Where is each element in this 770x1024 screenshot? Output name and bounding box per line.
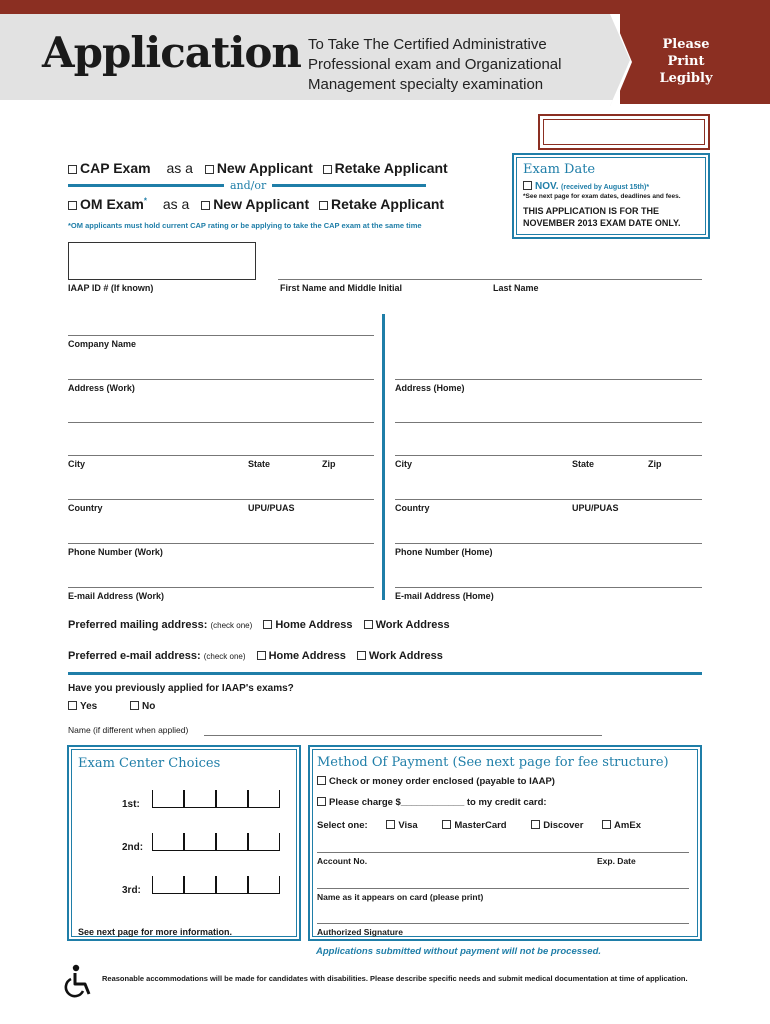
accommodations-note: Reasonable accommodations will be made for candidates with disabilities. Please describe specific needs and submit medical documentation at time of application.: [102, 974, 688, 983]
work-city-label: City: [68, 459, 86, 469]
home-state-label: State: [572, 459, 595, 469]
check-money-order-checkbox[interactable]: [317, 776, 326, 785]
preferred-email-label: Preferred e-mail address:: [68, 650, 201, 662]
home-address-label: Address (Home): [395, 383, 465, 393]
column-divider: [382, 314, 385, 600]
discover-checkbox[interactable]: [531, 820, 540, 829]
account-number-field[interactable]: [317, 852, 689, 853]
previous-answer-row: [68, 701, 155, 712]
work-email-field[interactable]: [68, 587, 374, 588]
exam-center-title: Exam Center Choices: [78, 756, 221, 771]
yes-label: Yes: [80, 701, 98, 712]
charge-option-row: [317, 797, 547, 808]
page-subtitle: To Take The Certified Administrative Professional exam and Organizational Management specialty examination: [308, 36, 562, 93]
work-address-label: Address (Work): [68, 383, 135, 393]
page-title: Application: [42, 28, 301, 77]
office-use-box: [538, 114, 710, 150]
amex-label: AmEx: [614, 820, 641, 831]
home-country-label: Country: [395, 503, 430, 513]
preferred-mailing-row: [68, 619, 450, 631]
visa-label: Visa: [398, 820, 418, 831]
work-address-option: Work Address: [368, 650, 443, 662]
amex-checkbox[interactable]: [602, 820, 611, 829]
mailing-work-checkbox[interactable]: [364, 620, 373, 629]
payment-warning: Applications submitted without payment will not be processed.: [316, 946, 602, 957]
no-checkbox[interactable]: [130, 701, 139, 710]
home-address-field[interactable]: [395, 379, 702, 380]
work-country-label: Country: [68, 503, 103, 513]
work-upu-label: UPU/PUAS: [248, 503, 295, 513]
home-phone-field[interactable]: [395, 543, 702, 544]
mastercard-label: MasterCard: [454, 820, 507, 831]
second-choice-boxes[interactable]: [152, 833, 280, 856]
first-choice-boxes[interactable]: [152, 790, 280, 813]
and-or-label: and/or: [224, 179, 272, 192]
november-notice: THIS APPLICATION IS FOR THE NOVEMBER 2013 EXAM DATE ONLY.: [523, 206, 681, 228]
retake-applicant-label: Retake Applicant: [331, 196, 445, 212]
home-email-label: E-mail Address (Home): [395, 591, 494, 601]
second-choice-label: 2nd:: [122, 842, 144, 853]
company-name-field[interactable]: [68, 335, 374, 336]
name-if-different-field[interactable]: [204, 735, 602, 736]
last-name-label: Last Name: [493, 283, 539, 293]
work-state-label: State: [248, 459, 271, 469]
select-one-label: Select one:: [317, 820, 368, 831]
credit-card-checkbox[interactable]: [317, 797, 326, 806]
exam-center-box: [67, 745, 301, 941]
name-line[interactable]: [278, 279, 702, 280]
exam-center-note: See next page for more information.: [78, 927, 233, 937]
cap-exam-label: CAP Exam: [80, 160, 151, 176]
check-one-label: (check one): [203, 652, 246, 661]
top-bar: [0, 0, 770, 14]
home-upu-label: UPU/PUAS: [572, 503, 619, 513]
yes-checkbox[interactable]: [68, 701, 77, 710]
account-number-label: Account No.: [317, 856, 368, 866]
home-city-field[interactable]: [395, 455, 702, 456]
om-exam-checkbox[interactable]: [68, 201, 77, 210]
preferred-email-row: [68, 650, 443, 662]
home-zip-label: Zip: [648, 459, 662, 469]
discover-label: Discover: [543, 820, 584, 831]
new-applicant-label: New Applicant: [216, 160, 313, 176]
om-exam-asterisk: *: [143, 196, 147, 206]
section-divider: [68, 672, 702, 675]
name-on-card-label: Name as it appears on card (please print): [317, 892, 484, 902]
payment-title: Method Of Payment (See next page for fee structure): [317, 755, 669, 770]
nov-checkbox[interactable]: [523, 181, 532, 190]
see-next-page-note: *See next page for exam dates, deadlines and fees.: [523, 193, 681, 200]
work-phone-label: Phone Number (Work): [68, 547, 163, 557]
work-email-label: E-mail Address (Work): [68, 591, 165, 601]
name-on-card-field[interactable]: [317, 888, 689, 889]
mastercard-checkbox[interactable]: [442, 820, 451, 829]
visa-checkbox[interactable]: [386, 820, 395, 829]
cap-retake-applicant-checkbox[interactable]: [323, 165, 332, 174]
om-new-applicant-checkbox[interactable]: [201, 201, 210, 210]
work-address-field[interactable]: [68, 379, 374, 380]
home-address-line2[interactable]: [395, 422, 702, 423]
signature-field[interactable]: [317, 923, 689, 924]
om-exam-row: [68, 196, 444, 212]
home-phone-label: Phone Number (Home): [395, 547, 493, 557]
om-retake-applicant-checkbox[interactable]: [319, 201, 328, 210]
first-choice-label: 1st:: [122, 799, 140, 810]
signature-label: Authorized Signature: [317, 927, 403, 937]
work-country-field[interactable]: [68, 499, 374, 500]
cap-exam-row: [68, 160, 448, 176]
iaap-id-input[interactable]: [68, 242, 256, 280]
home-country-field[interactable]: [395, 499, 702, 500]
work-address-line2[interactable]: [68, 422, 374, 423]
exam-date-title: Exam Date: [523, 162, 596, 177]
preferred-mailing-label: Preferred mailing address:: [68, 619, 208, 631]
name-if-different-label: Name (if different when applied): [68, 725, 189, 735]
work-address-option: Work Address: [375, 619, 450, 631]
retake-applicant-label: Retake Applicant: [334, 160, 448, 176]
credit-card-label: Please charge $____________ to my credit card:: [329, 797, 547, 808]
exp-date-label: Exp. Date: [597, 856, 636, 866]
cap-exam-checkbox[interactable]: [68, 165, 77, 174]
as-a-label: as a: [166, 160, 193, 176]
card-type-row: [317, 820, 641, 831]
home-city-label: City: [395, 459, 413, 469]
check-one-label: (check one): [210, 621, 253, 630]
new-applicant-label: New Applicant: [213, 196, 310, 212]
iaap-id-label: IAAP ID # (If known): [68, 283, 154, 293]
wheelchair-icon: [64, 964, 94, 998]
previous-question: Have you previously applied for IAAP's exams?: [68, 683, 294, 694]
nov-received-asterisk: *: [646, 184, 650, 191]
cap-new-applicant-checkbox[interactable]: [205, 165, 214, 174]
work-phone-field[interactable]: [68, 543, 374, 544]
check-money-order-label: Check or money order enclosed (payable to IAAP): [329, 776, 555, 787]
nov-label: NOV.: [535, 181, 559, 192]
payment-box: [308, 745, 702, 941]
home-address-option: Home Address: [275, 619, 353, 631]
email-work-checkbox[interactable]: [357, 651, 366, 660]
check-option-row: [317, 776, 555, 787]
company-name-label: Company Name: [68, 339, 137, 349]
om-exam-label: OM Exam: [80, 196, 144, 212]
first-name-label: First Name and Middle Initial: [280, 283, 403, 293]
third-choice-label: 3rd:: [122, 885, 141, 896]
please-print-legibly: Please Print Legibly: [659, 37, 713, 86]
exam-date-box: [512, 153, 710, 239]
no-label: No: [142, 701, 156, 712]
third-choice-boxes[interactable]: [152, 876, 280, 899]
work-city-field[interactable]: [68, 455, 374, 456]
email-home-checkbox[interactable]: [257, 651, 266, 660]
as-a-label: as a: [162, 196, 190, 212]
home-email-field[interactable]: [395, 587, 702, 588]
work-zip-label: Zip: [322, 459, 336, 469]
om-note: *OM applicants must hold current CAP rating or be applying to take the CAP exam at the same time: [68, 221, 422, 230]
home-address-option: Home Address: [268, 650, 346, 662]
mailing-home-checkbox[interactable]: [263, 620, 272, 629]
nov-received-note: (received by August 15th): [561, 184, 647, 191]
